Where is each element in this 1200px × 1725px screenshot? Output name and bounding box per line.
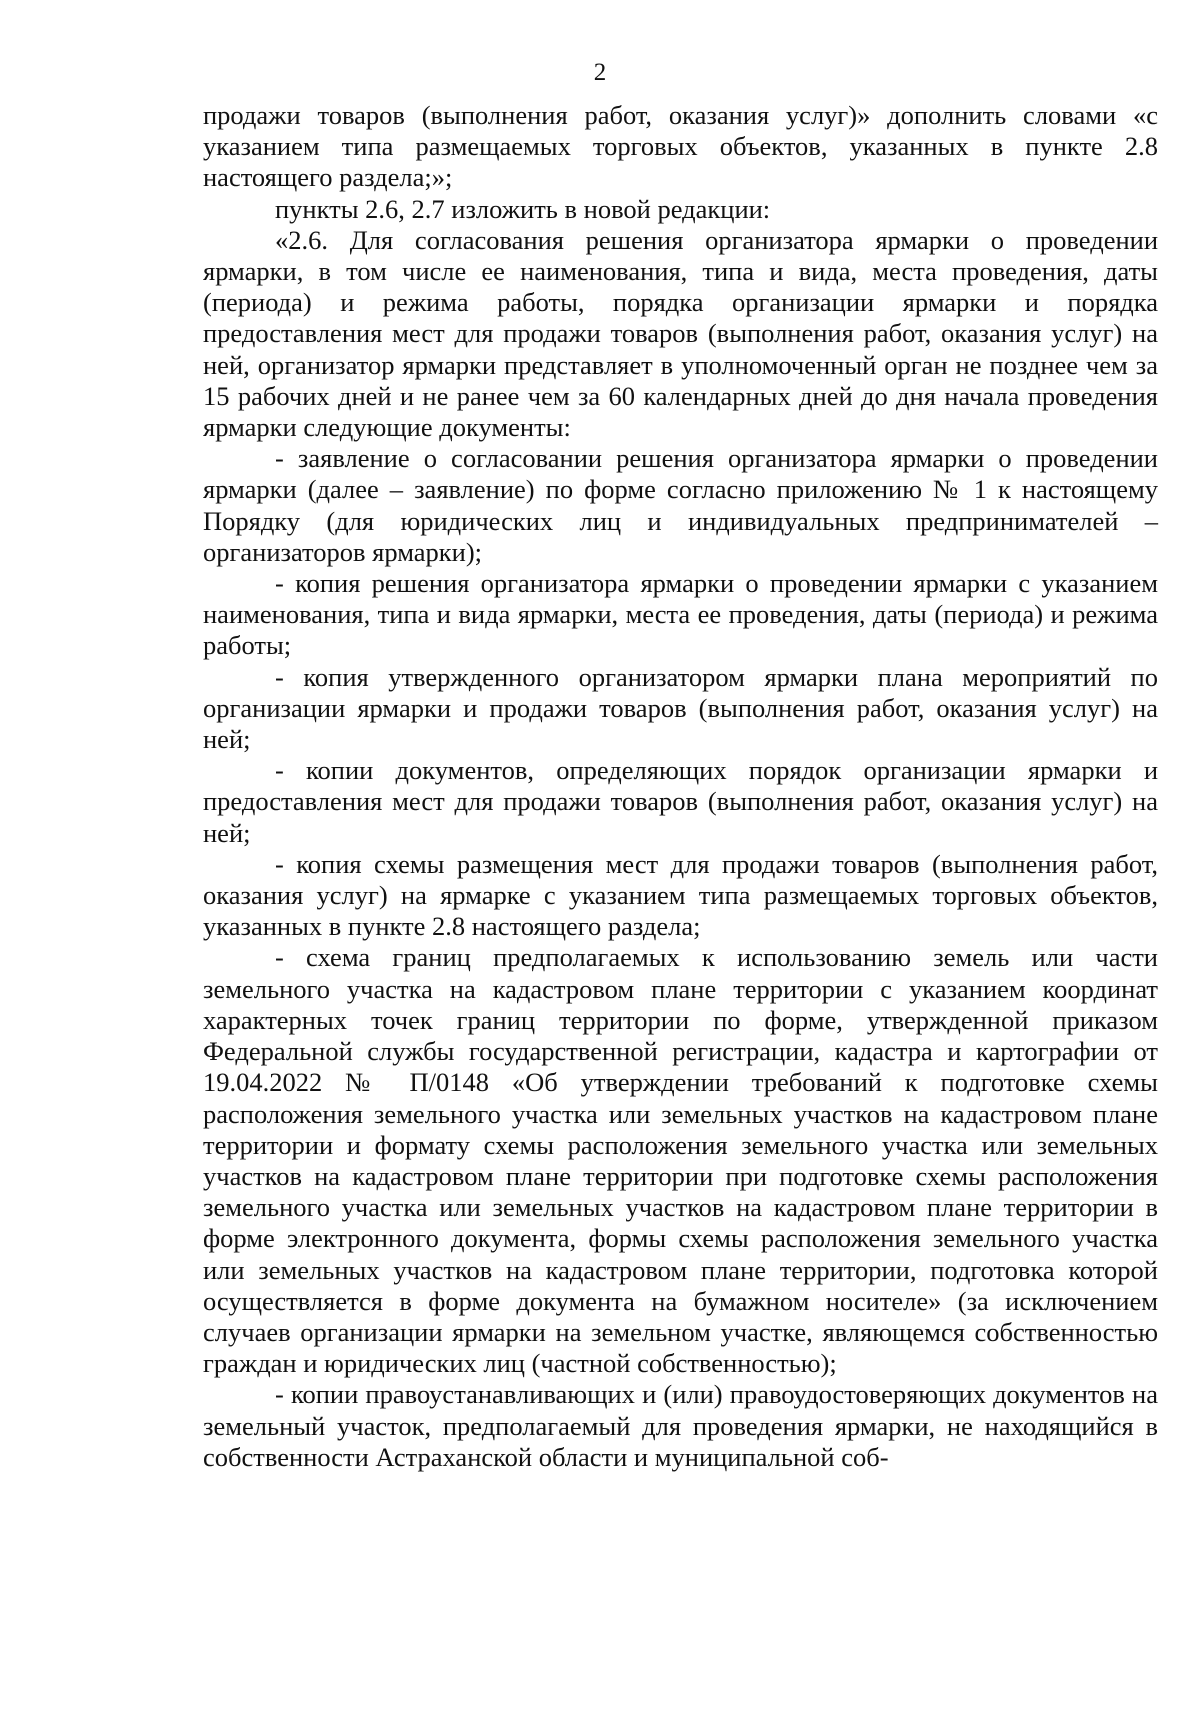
list-item-procedure-docs: - копии документов, определяющих порядок организации ярмарки и предоставления мест для продажи товаров (выполнения работ, оказания услуг) на ней; [203, 755, 1158, 848]
paragraph-amendment: пункты 2.6, 2.7 изложить в новой редакции: [275, 193, 771, 224]
list-item-decision-copy: - копия решения организатора ярмарки о проведении ярмарки с указанием наименования, типа и вида ярмарки, места ее проведения, даты (периода) и режима работы; [203, 568, 1158, 661]
list-item-boundary-scheme: - схема границ предполагаемых к использованию земель или части земельного участка на кадастровом плане территории с указанием координат характерных точек границ территории по форме, утвержденной приказом Федеральной службы государственной регистрации, кадастра и картографии от 19.04.2022 № П/0148 «Об утверждении требований к подготовке схемы расположения земельного участка или земельных участков на кадастровом плане территории и формату схемы расположения земельного участка или земельных участков на кадастровом плане территории при подготовке схемы расположения земельного участка или земельных участков на кадастровом плане территории в форме электронного документа, формы схемы расположения земельного участка или земельных участков на кадастровом плане территории, подготовка которой осуществляется в форме документа на бумажном носителе» (за исключением случаев организации ярмарки на земельном участке, являющемся собственностью граждан и юридических лиц (частной собственностью); [203, 942, 1158, 1379]
paragraph-clause-2-6: «2.6. Для согласования решения организатора ярмарки о проведении ярмарки, в том числе ее наименования, типа и вида, места проведения, даты (периода) и режима работы, порядка организации ярмарки и порядка предоставления мест для продажи товаров (выполнения работ, оказания услуг) на ней, организатор ярмарки представляет в уполномоченный орган не позднее чем за 15 рабочих дней и не ранее чем за 60 календарных дней до дня начала проведения ярмарки следующие документы: [203, 224, 1158, 443]
list-item-title-documents: - копии правоустанавливающих и (или) правоудостоверяющих документов на земельный участок, предполагаемый для проведения ярмарки, не находящийся в собственности Астраханской области и муниципальной соб- [203, 1379, 1158, 1472]
list-item-application: - заявление о согласовании решения организатора ярмарки о проведении ярмарки (далее – заявление) по форме согласно приложению № 1 к настоящему Порядку (для юридических лиц и индивидуальных предпринимателей – организаторов ярмарки); [203, 443, 1158, 567]
paragraph-intro: продажи товаров (выполнения работ, оказания услуг)» дополнить словами «с указанием типа размещаемых торговых объектов, указанных в пункте 2.8 настоящего раздела;»; [203, 100, 1158, 193]
page-number: 2 [593, 59, 607, 86]
list-item-plan-copy: - копия утвержденного организатором ярмарки плана мероприятий по организации ярмарки и продажи товаров (выполнения работ, оказания услуг) на ней; [203, 661, 1158, 755]
list-item-layout-scheme: - копия схемы размещения мест для продажи товаров (выполнения работ, оказания услуг) на ярмарке с указанием типа размещаемых торговых объектов, указанных в пункте 2.8 настоящего раздела; [203, 848, 1158, 942]
document-body [203, 100, 1158, 1473]
